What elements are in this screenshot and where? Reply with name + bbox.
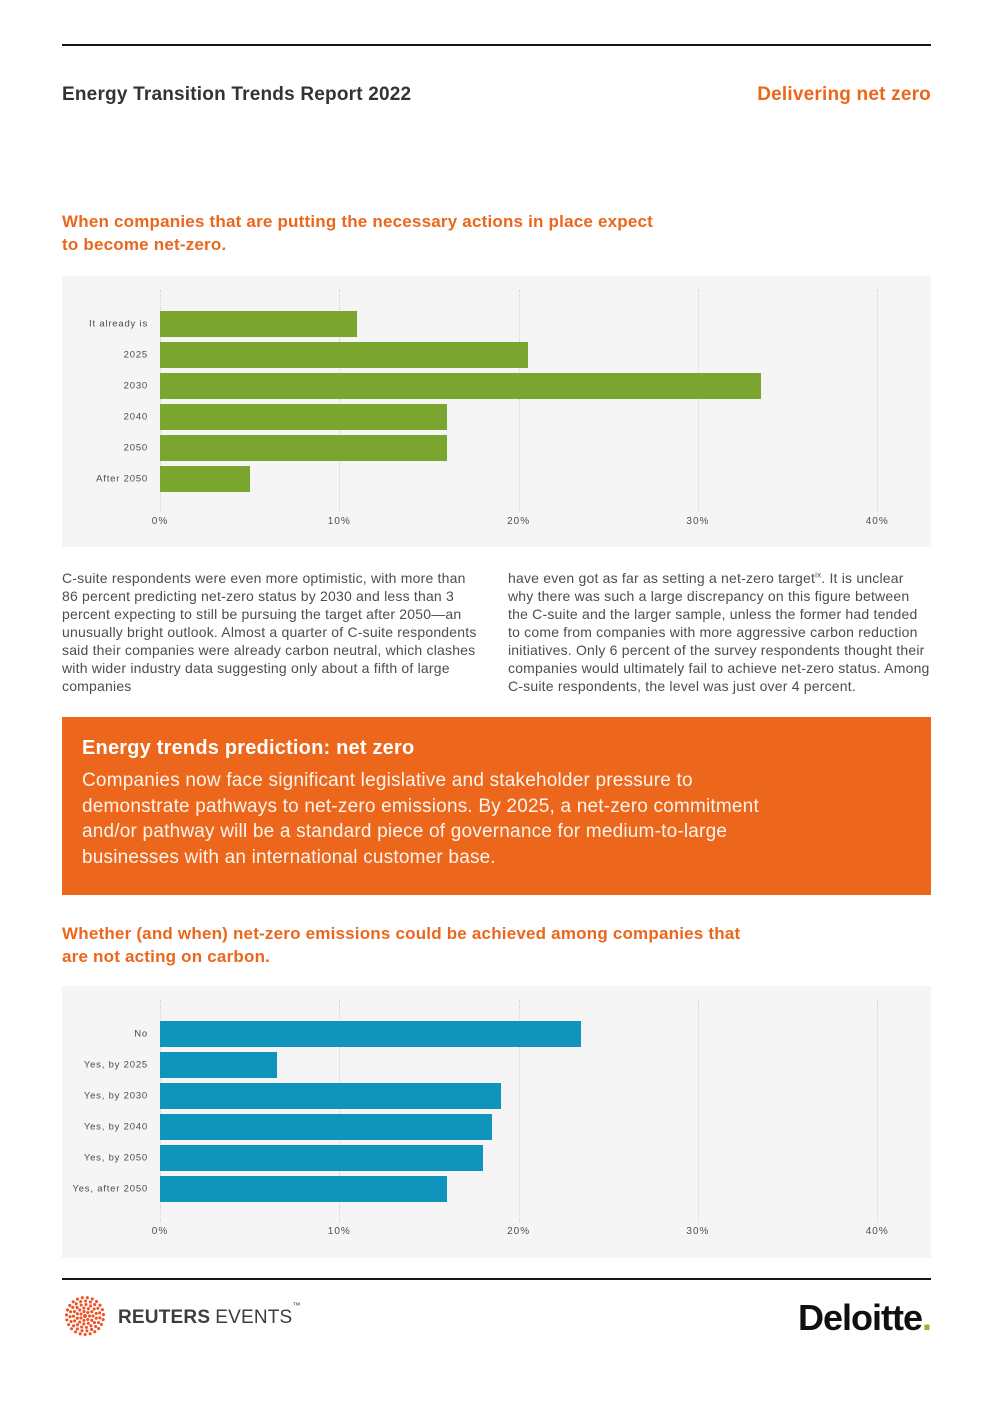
reuters-sphere-icon — [62, 1293, 108, 1344]
x-tick-label: 10% — [327, 1226, 351, 1237]
bar — [160, 1176, 447, 1202]
section2-heading — [62, 922, 931, 968]
page-footer — [62, 1292, 931, 1344]
x-tick-label: 40% — [865, 516, 889, 527]
bar — [160, 373, 761, 399]
bar — [160, 404, 447, 430]
chart-net-zero-not-acting — [62, 986, 931, 1258]
report-title: Energy Transition Trends Report 2022 — [62, 84, 412, 105]
category-label: Yes, by 2050 — [83, 1152, 148, 1163]
section2-heading-line2: are not acting on carbon. — [62, 947, 271, 966]
body-column-right — [508, 569, 931, 695]
body-column-left: C-suite respondents were even more optimistic, with more than 86 percent predicting net-zero status by 2030 and less than 3 percent expecting to still be pursuing the target after 2050—an unusually bright outlook. Almost a quarter of C-suite respondents said their companies were already carbon neutral, which clashes with wider industry data suggesting only about a fifth of large companies — [62, 570, 477, 694]
category-label: Yes, by 2030 — [83, 1090, 148, 1101]
chart-row — [83, 1080, 931, 1111]
rows — [72, 1004, 931, 1204]
bar — [160, 342, 528, 368]
deloitte-wordmark: Deloitte — [797, 1297, 922, 1338]
chart-row — [89, 308, 931, 339]
x-tick-label: 40% — [865, 1226, 889, 1237]
body-column-right-text2: . It is unclear why there was such a large discrepancy on this figure between the C-suite and the larger sample, unless the former had tended to come from companies with more aggressive carbon reduction initiatives. Only 6 percent of the survey respondents thought their companies would ultimately fail to achieve net-zero status. Among C-suite respondents, the level was just over 4 percent. — [508, 570, 930, 694]
category-label: Yes, by 2040 — [83, 1121, 148, 1132]
events-label: EVENTS — [215, 1307, 293, 1328]
bottom-rule — [62, 1278, 931, 1280]
callout-title: Energy trends prediction: net zero — [82, 737, 415, 759]
bar — [160, 1145, 483, 1171]
category-label: Yes, by 2025 — [83, 1059, 148, 1070]
prediction-callout — [62, 717, 931, 895]
trademark-symbol: ™ — [292, 1301, 301, 1310]
bar — [160, 435, 447, 461]
x-tick-label: 20% — [507, 516, 531, 527]
footnote-marker: ix — [815, 570, 822, 580]
chart-net-zero-acting — [62, 276, 931, 547]
category-label: 2025 — [123, 349, 148, 360]
x-axis — [151, 1226, 931, 1246]
reuters-events-wordmark — [118, 1301, 301, 1329]
callout-line: and/or pathway will be a standard piece of governance for medium-to-large — [82, 821, 728, 842]
chart-row — [123, 401, 931, 432]
category-label: 2040 — [123, 411, 148, 422]
report-tagline: Delivering net zero — [757, 84, 931, 105]
callout-line: Companies now face significant legislative and stakeholder pressure to — [82, 770, 693, 791]
top-rule — [62, 44, 931, 46]
deloitte-logo — [798, 1297, 931, 1339]
category-label: No — [134, 1028, 148, 1039]
bar — [160, 1114, 492, 1140]
section2-heading-line1: Whether (and when) net-zero emissions could be achieved among companies that — [62, 924, 741, 943]
bar — [160, 1083, 501, 1109]
category-label: 2030 — [123, 380, 148, 391]
page-header — [62, 84, 931, 106]
x-tick-label: 0% — [151, 1226, 169, 1237]
chart-row — [123, 432, 931, 463]
bar — [160, 1021, 581, 1047]
chart-row — [134, 1018, 931, 1049]
chart-row — [83, 1049, 931, 1080]
x-tick-label: 0% — [151, 516, 169, 527]
chart-row — [83, 1111, 931, 1142]
section1-heading — [62, 210, 931, 256]
bar — [160, 466, 250, 492]
x-tick-label: 30% — [686, 516, 710, 527]
category-label: Yes, after 2050 — [72, 1183, 148, 1194]
callout-line: businesses with an international customer base. — [82, 846, 496, 868]
callout-line: demonstrate pathways to net-zero emissions. By 2025, a net-zero commitment — [82, 795, 759, 817]
chart-row — [72, 1173, 931, 1204]
reuters-events-logo — [62, 1293, 301, 1344]
category-label: It already is — [89, 318, 148, 329]
x-tick-label: 20% — [507, 1226, 531, 1237]
bar — [160, 1052, 277, 1078]
deloitte-green-dot: . — [921, 1297, 931, 1338]
section1-heading-line2: to become net-zero. — [62, 235, 227, 254]
x-axis — [151, 516, 931, 536]
rows — [89, 294, 931, 494]
section1-heading-line1: When companies that are putting the necessary actions in place expect — [62, 212, 654, 231]
plot-area — [89, 294, 931, 536]
x-tick-label: 30% — [686, 1226, 710, 1237]
plot-area — [72, 1004, 931, 1246]
category-label: After 2050 — [96, 473, 148, 484]
reuters-label: REUTERS — [118, 1307, 211, 1328]
chart-row — [123, 370, 931, 401]
bar — [160, 311, 357, 337]
x-tick-label: 10% — [327, 516, 351, 527]
body-column-right-text: have even got as far as setting a net-zero target — [508, 570, 816, 586]
chart-row — [123, 339, 931, 370]
body-columns — [62, 569, 931, 695]
chart-row — [83, 1142, 931, 1173]
category-label: 2050 — [123, 442, 148, 453]
chart-row — [96, 463, 931, 494]
